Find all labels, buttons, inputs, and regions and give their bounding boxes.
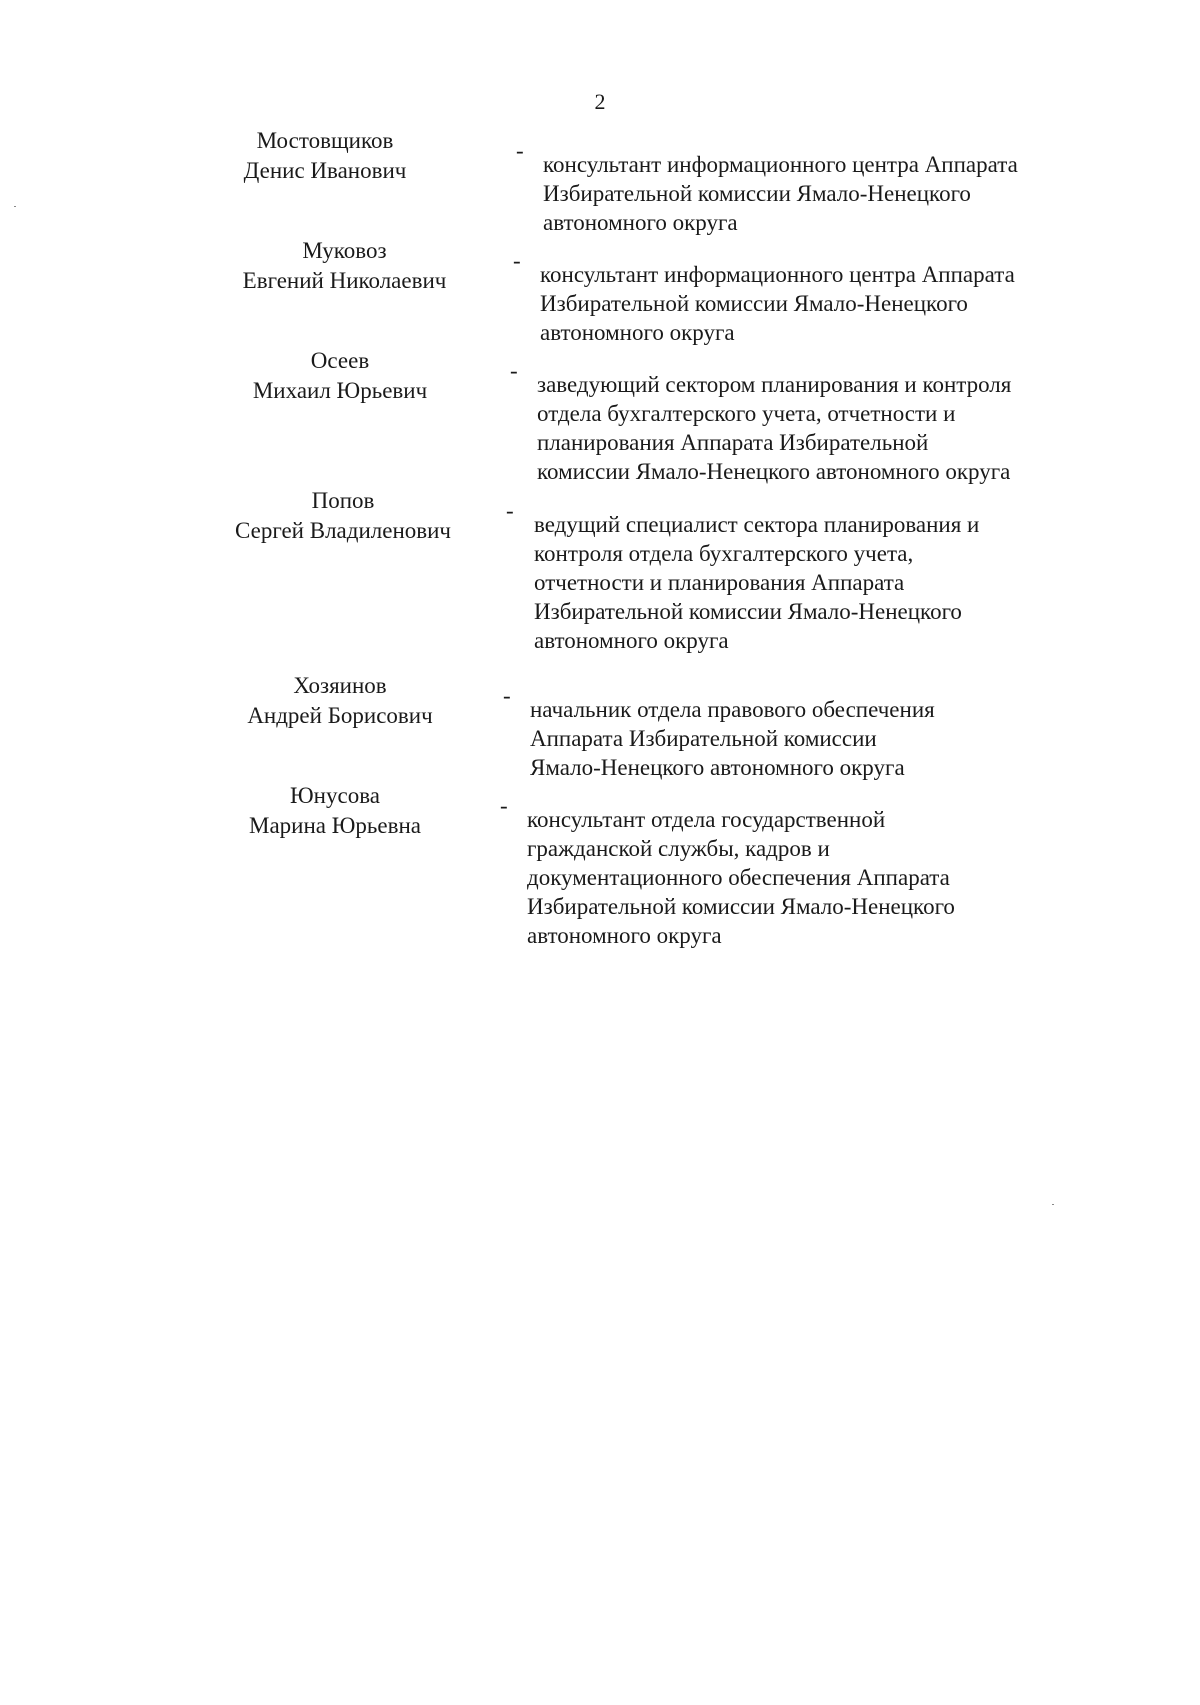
person-name xyxy=(208,486,478,546)
dash-separator: - xyxy=(516,138,524,163)
scan-speck xyxy=(1052,1204,1054,1205)
person-given-name: Сергей Владиленович xyxy=(235,518,451,543)
person-position: консультант информационного центра Аппарата Избирательной комиссии Ямало-Ненецкого автономного округа xyxy=(540,262,1015,345)
dash-separator: - xyxy=(513,248,521,273)
dash-separator: - xyxy=(503,683,511,708)
scan-speck xyxy=(14,206,16,207)
page-number: 2 xyxy=(594,89,606,114)
person-position: ведущий специалист сектора планирования и контроля отдела бухгалтерского учета, отчетности и планирования Аппарата Избирательной комиссии Ямало-Ненецкого автономного округа xyxy=(534,512,980,653)
person-position: консультант информационного центра Аппарата Избирательной комиссии Ямало-Ненецкого автономного округа xyxy=(543,152,1018,235)
person-given-name: Евгений Николаевич xyxy=(242,268,447,293)
person-given-name: Андрей Борисович xyxy=(247,703,433,728)
entry-khozyainov xyxy=(0,671,1200,780)
person-surname: Хозяинов xyxy=(293,673,387,698)
entry-mukovoz xyxy=(0,236,1200,345)
person-given-name: Михаил Юрьевич xyxy=(252,378,428,403)
dash-separator: - xyxy=(500,793,508,818)
person-given-name: Марина Юрьевна xyxy=(249,813,421,838)
person-name xyxy=(214,781,456,841)
entry-popov xyxy=(0,486,1200,653)
person-position: начальник отдела правового обеспечения Аппарата Избирательной комиссии Ямало-Ненецкого автономного округа xyxy=(530,697,935,780)
person-name xyxy=(200,126,450,186)
person-position: заведующий сектором планирования и контроля отдела бухгалтерского учета, отчетности и планирования Аппарата Избирательной комиссии Ямало-Ненецкого автономного округа xyxy=(537,372,1012,484)
person-given-name: Денис Иванович xyxy=(243,158,407,183)
person-surname: Муковоз xyxy=(302,238,387,263)
entry-mostovshchikov xyxy=(0,126,1200,235)
entry-yunusova xyxy=(0,781,1200,948)
person-name xyxy=(224,346,456,406)
entry-oseev xyxy=(0,346,1200,484)
dash-separator: - xyxy=(506,498,514,523)
dash-separator: - xyxy=(510,358,518,383)
person-position: консультант отдела государственной гражданской службы, кадров и документационного обеспечения Аппарата Избирательной комиссии Ямало-Ненецкого автономного округа xyxy=(527,807,955,948)
person-surname: Мостовщиков xyxy=(256,128,394,153)
person-surname: Осеев xyxy=(310,348,370,373)
person-name xyxy=(212,236,477,296)
person-name xyxy=(212,671,468,731)
person-surname: Юнусова xyxy=(290,783,380,808)
person-surname: Попов xyxy=(311,488,375,513)
